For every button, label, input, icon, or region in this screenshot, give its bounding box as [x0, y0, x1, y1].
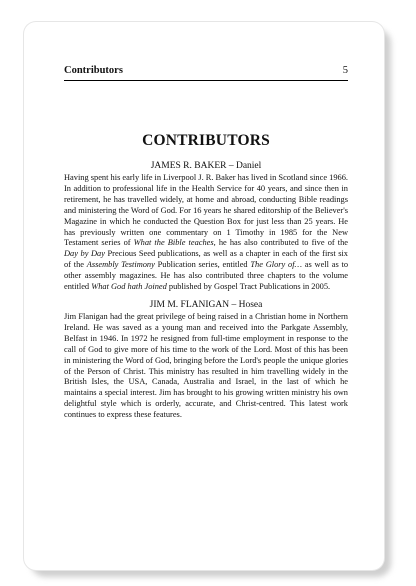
book-page	[24, 22, 384, 570]
bio-title-italic: Day by Day	[64, 249, 105, 259]
contributor-bio: Jim Flanigan had the great privilege of being raised in a Christian home in Northern Ireland. He was saved as a young man and received into the Parkgate Assembly, Belfast in 1946. In 1972 he resigned from full-time employment in response to the call of God to give more of his time to the work of the Lord. Most of this has been in ministering the Word of God, bringing before the Lord's people the unique glories of the Person of Christ. This ministry has resulted in him travelling widely in the British Isles, the USA, Canada, Australia and Israel, in the last of which he maintains a special interest. Jim has brought to his growing written ministry his own delightful style which is orderly, accurate, and Christ-centred. This latest work continues to express these features.	[64, 311, 348, 420]
bio-text: published by Gospel Tract Publications in 2005.	[166, 282, 331, 292]
bio-text: Having spent his early life in Liverpool J. R. Baker has lived in Scotland since 1966. In addition to professional life in the Health Service for 40 years, and since then in retirement, he has travelled widely, at home and abroad, conducting Bible readings and ministering the Word of God. For 16 years he shared editorship of the Believer's Magazine in which he conducted the Question Box for just less than 25 years. He has previously written one commentary on 1 Timothy in 1985 for the New Testament series of	[64, 173, 348, 248]
page-content	[64, 132, 348, 428]
bio-title-italic: The Glory of…	[250, 260, 303, 270]
contributor-entry	[64, 161, 348, 293]
bio-title-italic: What the Bible teaches	[133, 238, 214, 248]
contributor-entry	[64, 300, 348, 421]
running-head	[64, 62, 348, 81]
bio-title-italic: Assembly Testimony	[86, 260, 155, 270]
contributor-name: JIM M. FLANIGAN – Hosea	[149, 299, 263, 310]
bio-text: as well as to other assembly magazines. He has also contributed three chapters to the volume entitled	[64, 260, 349, 292]
bio-title-italic: What God hath Joined	[91, 282, 167, 292]
bio-text: , he has also contributed to five of the	[213, 238, 348, 248]
page-number: 5	[342, 65, 348, 76]
bio-text: Publication series, entitled	[154, 260, 251, 270]
contributor-bio	[64, 173, 348, 293]
page-heading: CONTRIBUTORS	[142, 132, 270, 149]
bio-text: Precious Seed publications, as well as a chapter in each of the first six of the	[64, 249, 348, 270]
running-head-title: Contributors	[64, 65, 123, 76]
contributor-name: JAMES R. BAKER – Daniel	[150, 161, 262, 171]
